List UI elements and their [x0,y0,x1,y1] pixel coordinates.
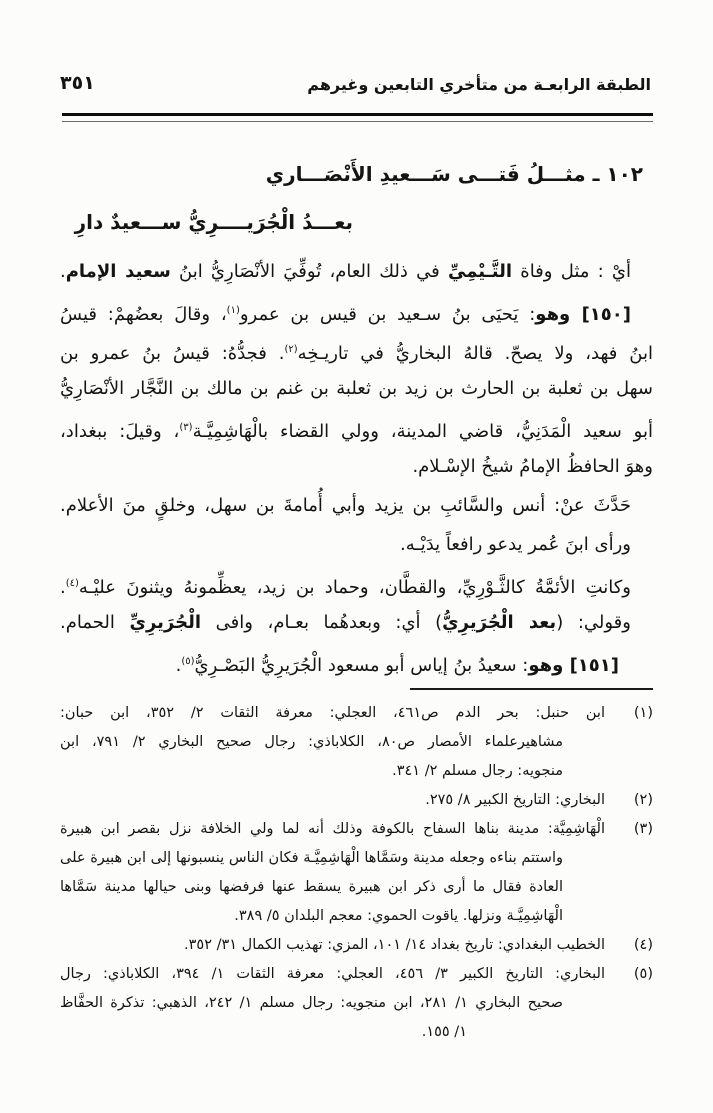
body-line: وكانتِ الأئمَّةُ كالثَّـوْرِيِّ، والقطَّان، وحماد بن زيد، يعظِّمونهُ ويثنونَ عليْـه$^{(٤)}$. [60,577,631,598]
running-header [60,72,651,94]
body-line: أيْ : مثل وفاة التَّـيْمِيِّ في ذلك العام، تُوفِّيَ الأنْصَارِيُّ ابنُ سعيد الإمام. [60,261,631,282]
body-line: سهل بن ثعلبة بن الحارث بن زيد بن ثعلبة بن غنم بن مالك بن النَّجَّار الأنْصَارِيُّ [60,378,653,399]
footnote-line: (٢)البخاري: التاريخ الكبير ٨/ ٢٧٥. [425,792,653,808]
footnote-line: واستتم بناءه وجعله مدينة وسَمَّاها الْهَاشِمِيَّـة فكان الناس ينسبونها إلى ابن هبيرة على [60,850,563,866]
body-line: [١٥١] وهو: سعيدُ بنُ إياس أبو مسعود الْجُرَيرِيُّ البَصْـرِيُّ$^{(٥)}$. [175,655,619,676]
page-number: ٣٥١ [60,72,95,94]
poem-hemistich-1: ١٠٢ ـ مثـــلُ فَتـــى سَـــعيدِ الأَنْصَـــاري [265,162,643,186]
main-text-column [60,150,653,681]
footnote-line: منجويه: رجال مسلم ٢/ ٣٤١. [392,763,563,779]
header-rule-thin [62,121,653,122]
chapter-title: الطبقة الرابعـة من متأخري التابعين وغيرهم [307,75,651,94]
footnotes-section [60,688,653,1047]
body-line: ورأى ابنَ عُمر يدعو رافعاً يدَيْـه. [400,534,631,555]
body-line: [١٥٠] وهو: يَحيَى بنُ سـعيد بن قيس بن عمرو$^{(١)}$، وقالَ بعضُهمْ: قيسُ [60,304,631,325]
poem-hemistich-2: بعـــدُ الْجُرَيــــرِيُّ ســـعيدٌ دارِ [74,210,353,234]
footnote-line: (٣)الْهَاشِمِيَّة: مدينة بناها السفاح بالكوفة وذلك أنه لما ولي الخلافة نزل بقصر ابن هبيرة [60,821,653,837]
header-rule-thick [62,113,653,116]
body-line: وهوَ الحافظُ الإمامُ شيخُ الإسْـلام. [412,456,653,477]
footnote-line: (١)ابن حنبل: بحر الدم ص٤٦١، العجلي: معرفة الثقات ٢/ ٣٥٢، ابن حبان: [60,705,653,721]
body-line: وقولي: (بعد الْجُرَيرِيُّ) أي: وبعدهُما بعـام، وافى الْجُرَيرِيِّ الحمام. [60,612,631,633]
footnote-line: الْهَاشِمِيَّـة ونزلها. ياقوت الحموي: معجم البلدان ٥/ ٣٨٩. [234,908,563,924]
footnote-line: مشاهيرعلماء الأمصار ص٨٠، الكلاباذي: رجال صحيح البخاري ٢/ ٧٩١، ابن [60,734,563,750]
footnote-line: صحيح البخاري ١/ ٢٨١، ابن منجويه: رجال مسلم ١/ ٢٤٢، الذهبي: تذكرة الحفَّاظ [60,995,563,1011]
footnote-line: ١/ ١٥٥. [421,1024,467,1040]
footnote-separator [410,688,653,690]
footnote-line: (٤)الخطيب البغدادي: تاريخ بغداد ١٤/ ١٠١، المزي: تهذيب الكمال ٣١/ ٣٥٢. [184,937,653,953]
body-line: أبو سعيد الْمَدَنِيُّ، قاضي المدينة، وولي القضاء بالْهَاشِمِيَّـة$^{(٣)}$، وقيلَ: ببغداد، [60,421,653,442]
body-line: حَدَّثَ عنْ: أنس والسَّائبِ بن يزيد وأبي أُمامةَ بن سهل، وخلقٍ منَ الأعلام. [60,495,631,516]
footnote-line: العادة فقال ما أرى ذكر ابن هبيرة يسقط عنها فرفضها وبنى حيالها مدينة سَمَّاها [60,879,563,895]
body-text [60,252,653,681]
body-line: ابنُ فهد، ولا يصحّ. قالهُ البخاريُّ في تاريـخِه$^{(٢)}$. فجدُّهُ: قيسُ بنُ عمرو بن [60,343,653,364]
footnote-line: (٥)البخاري: التاريخ الكبير ٣/ ٤٥٦، العجلي: معرفة الثقات ١/ ٣٩٤، الكلاباذي: رجال [60,966,653,982]
